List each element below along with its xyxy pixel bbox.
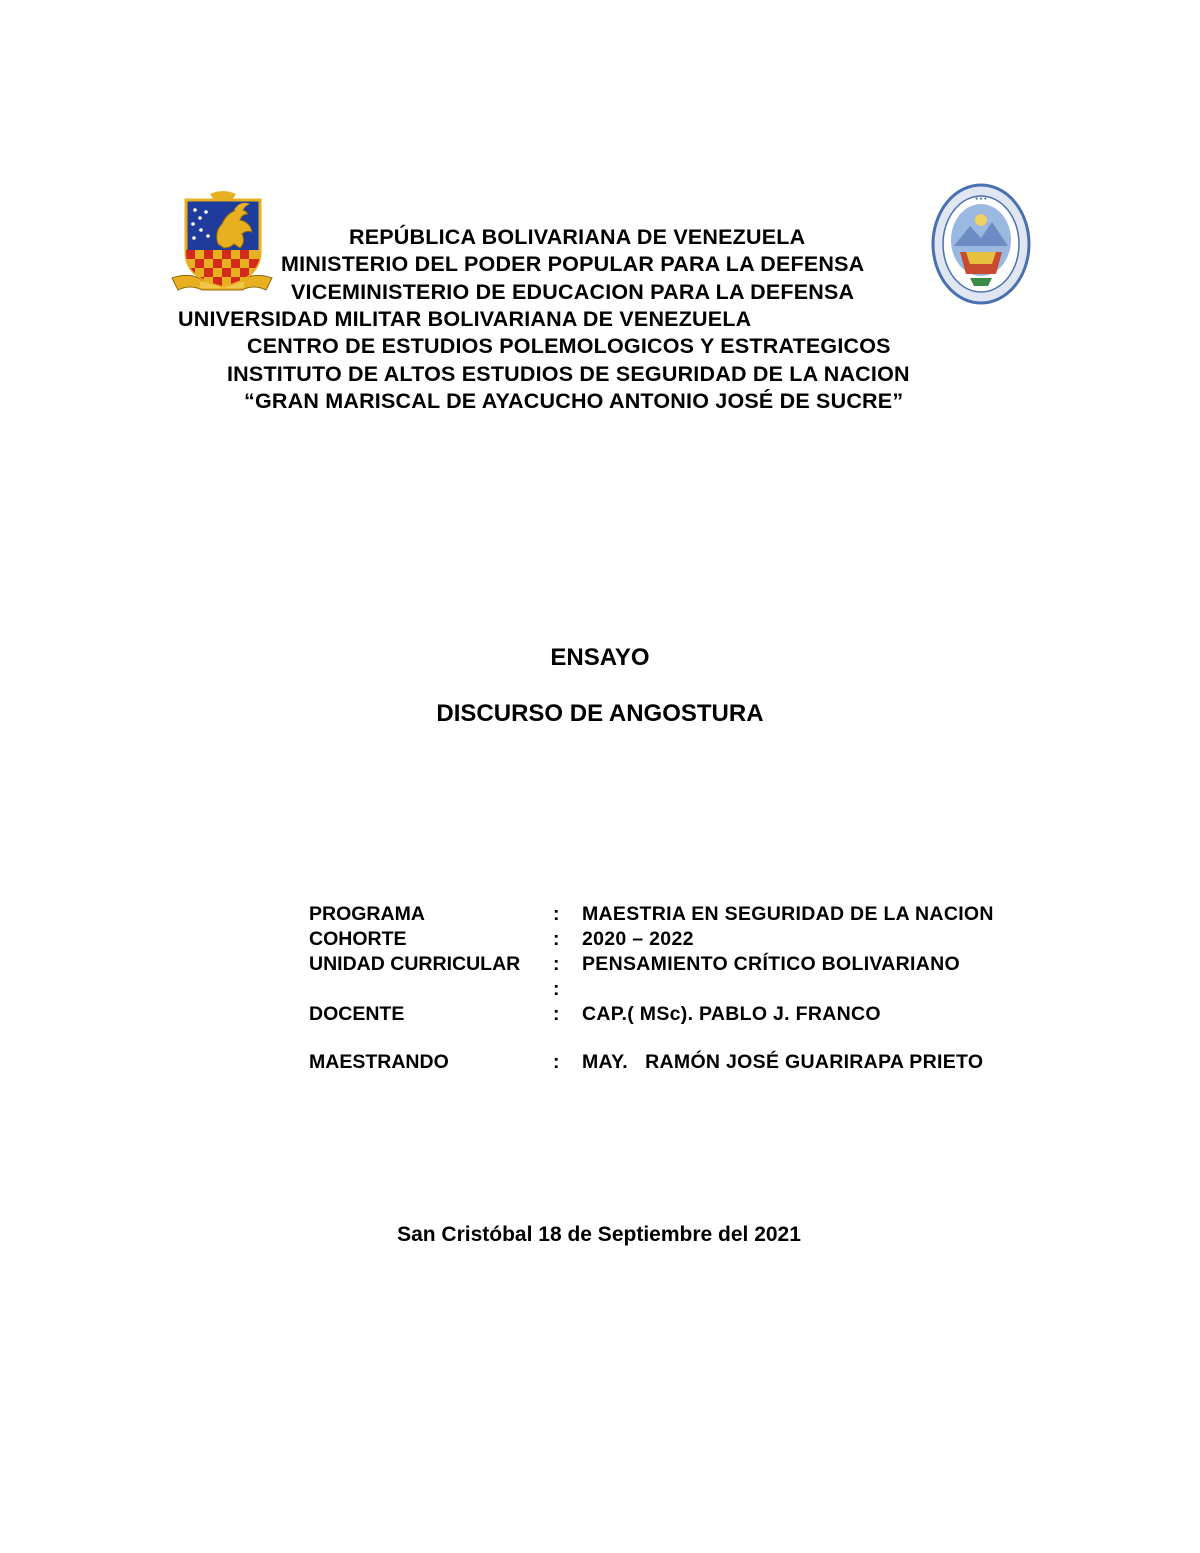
header-line-republic: REPÚBLICA BOLIVARIANA DE VENEZUELA [349,225,806,249]
info-value: CAP.( MSc). PABLO J. FRANCO [582,1003,881,1025]
header-line-institute: INSTITUTO DE ALTOS ESTUDIOS DE SEGURIDAD DE LA NACION [227,362,910,386]
info-separator: : [553,903,560,925]
info-value: MAY. RAMÓN JOSÉ GUARIRAPA PRIETO [582,1051,984,1073]
info-separator: : [553,978,560,1000]
info-label: MAESTRANDO [309,1051,449,1073]
info-separator: : [553,1003,560,1025]
svg-text:● ● ●: ● ● ● [975,196,987,202]
info-label: UNIDAD CURRICULAR [309,953,521,975]
place-date-text: San Cristóbal 18 de Septiembre del 2021 [397,1223,801,1246]
military-crest-logo [170,186,274,298]
info-value: PENSAMIENTO CRÍTICO BOLIVARIANO [582,953,961,975]
header-line-ministry: MINISTERIO DEL PODER POPULAR PARA LA DEFENSA [281,252,865,276]
header-line-honoree: “GRAN MARISCAL DE AYACUCHO ANTONIO JOSÉ DE SUCRE” [244,389,904,413]
document-type-label: ENSAYO [550,644,650,671]
university-seal-logo [930,182,1032,306]
header-line-center: CENTRO DE ESTUDIOS POLEMOLOGICOS Y ESTRATEGICOS [247,334,891,358]
header-line-viceministry: VICEMINISTERIO DE EDUCACION PARA LA DEFENSA [291,280,855,304]
info-separator: : [553,928,560,950]
place-date [0,1223,1200,1247]
header-line-university: UNIVERSIDAD MILITAR BOLIVARIANA DE VENEZUELA [178,307,752,331]
info-separator: : [553,1051,560,1073]
document-title: DISCURSO DE ANGOSTURA [436,700,764,727]
info-label: COHORTE [309,928,407,950]
info-value: MAESTRIA EN SEGURIDAD DE LA NACION [582,903,994,925]
info-value: 2020 – 2022 [582,928,694,950]
info-separator: : [553,953,560,975]
info-label: PROGRAMA [309,903,425,925]
info-label: DOCENTE [309,1003,405,1025]
